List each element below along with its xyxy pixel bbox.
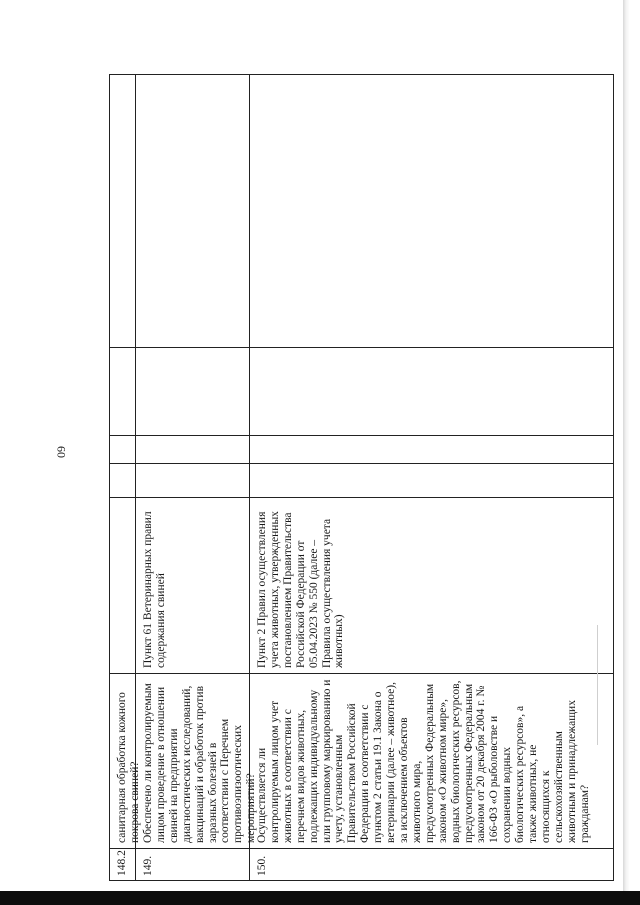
- row-number: 150.: [250, 849, 613, 881]
- row-number: 148.2: [110, 849, 135, 881]
- comment-cell: [136, 74, 249, 348]
- answer-yes-cell: [136, 464, 249, 498]
- table-row: [136, 74, 258, 881]
- scan-bottom-border: [0, 891, 640, 905]
- not-applicable-cell: [110, 348, 135, 436]
- row-number: 149.: [136, 849, 249, 881]
- answer-no-cell: [136, 436, 249, 464]
- answer-yes-cell: [250, 464, 613, 498]
- table-row: [250, 74, 614, 881]
- answer-no-cell: [250, 436, 613, 464]
- not-applicable-cell: [250, 348, 613, 436]
- requirement-question: Обеспечено ли контролируемым лицом проведение в отношении свиней на предприятии диагностических исследований, вакцинаций и обработок против заразных болезней в соответствии с Перечнем противоэпизоотических мероприятий?: [136, 674, 249, 849]
- scan-artifact-line: [597, 625, 598, 745]
- comment-cell: [110, 74, 135, 348]
- legal-reference: [110, 498, 135, 674]
- requirement-question: санитарная обработка кожного покрова свиней?: [110, 674, 135, 849]
- page-number: 60: [54, 446, 69, 458]
- legal-reference: Пункт 61 Ветеринарных правил содержания свиней: [136, 498, 249, 674]
- answer-no-cell: [110, 436, 135, 464]
- answer-yes-cell: [110, 464, 135, 498]
- legal-reference: Пункт 2 Правил осуществления учета животных, утвержденных постановлением Правительства Российской Федерации от 05.04.2023 № 550 (далее – Правила осуществления учета животных): [250, 498, 613, 674]
- scan-edge-shadow: [623, 0, 640, 891]
- not-applicable-cell: [136, 348, 249, 436]
- checklist-table: [109, 74, 614, 881]
- requirement-question: Осуществляется ли контролируемым лицом учет животных в соответствии с перечнем видов животных, подлежащих индивидуальному или групповому маркированию и учету, установленным Правительством Российской Федерации в соответствии с пунктом 2 статьи 19.1 Закона о ветеринарии (далее – животное), за исключением объектов животного мира, предусмотренных Федеральным законом «О животном мире», водных биологических ресурсов, предусмотренных Федеральным законом от 20 декабря 2004 г. № 166-ФЗ «О рыболовстве и сохранении водных биологических ресурсов», а также животных, не относящихся к сельскохозяйственным животным и принадлежащих гражданам?: [250, 674, 613, 849]
- table-row: [109, 74, 141, 881]
- comment-cell: [250, 74, 613, 348]
